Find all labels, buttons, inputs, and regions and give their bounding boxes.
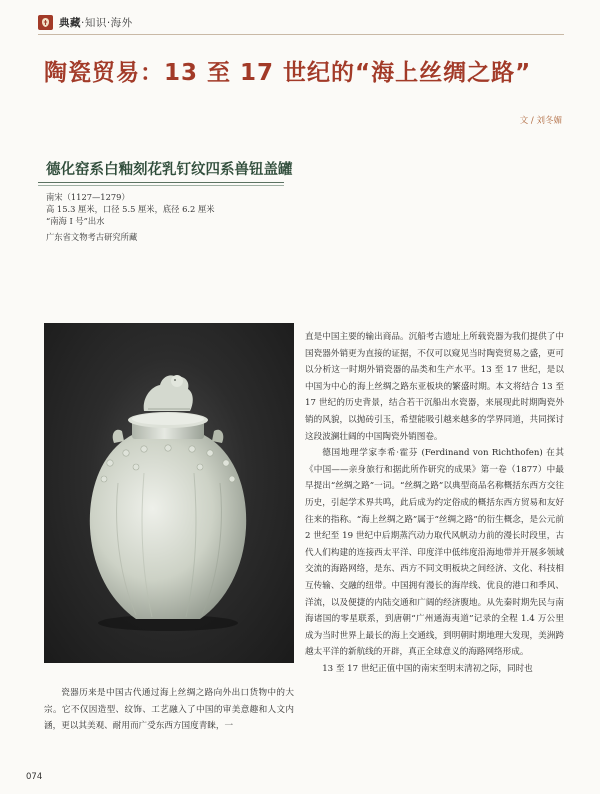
- section-label: [59, 15, 133, 30]
- body-column-left: [44, 685, 294, 735]
- paragraph: 德国地理学家李希·霍芬 (Ferdinand von Richthofen) 在其《中国——亲身旅行和据此所作研究的成果》第一卷（1877）中最早提出“丝绸之路”一词。“丝绸之路”以典型商品名称概括东西方交往历史，引起学术界共鸣，此后成为约定俗成的概括东西方贸易和友好往来的指称。“海上丝绸之路”属于“丝绸之路”的衍生概念，是公元前 2 世纪至 19 世纪中后期蒸汽动力取代风帆动力前的漫长时段里，古代人们构建的连接西太平洋、印度洋中低纬度沿海地带并开展多领域交流的海路网络，是东、西方不同文明板块之间经济、文化、科技相互传输、交融的纽带。中国拥有漫长的海岸线、优良的港口和季风、洋流，以及便捷的内陆交通和广阔的经济腹地。从先秦时期先民与南海诸国的零星联系，到唐朝“广州通海夷道”记录的全程 1.4 万公里成为当时世界上最长的海上交通线，到明朝时期地理大发现，美洲跨越太平洋的新航线的开辟，真正全球意义的海路网络形成。: [305, 448, 564, 658]
- object-title-rule-thin: [38, 185, 284, 186]
- object-dimensions: 高 15.3 厘米，口径 5.5 厘米，底径 6.2 厘米: [46, 204, 215, 214]
- covered-jar-photo: [44, 323, 294, 663]
- header-rule: [38, 34, 564, 35]
- byline: 文 / 刘冬媚: [519, 116, 562, 126]
- paragraph: 瓷器历来是中国古代通过海上丝绸之路向外出口货物中的大宗。它不仅因造型、纹饰、工艺融入了中国的审美意趣和人文内涵，更以其美观、耐用而广受东西方国度青睐，一: [44, 688, 294, 732]
- object-provenance: “南海 I 号”出水: [46, 216, 105, 226]
- body-column-right: [305, 329, 564, 677]
- running-header: [38, 12, 133, 32]
- object-period: 南宋（1127—1279）: [46, 192, 130, 202]
- paragraph: 13 至 17 世纪正值中国的南宋至明末清初之际，同时也: [322, 663, 533, 674]
- article-title: 陶瓷贸易：13 至 17 世纪的“海上丝绸之路”: [44, 60, 532, 86]
- paragraph: 直是中国主要的输出商品。沉船考古遗址上所载瓷器为我们提供了中国瓷器外销更为直接的证据，不仅可以窥见当时陶瓷贸易之盛，更可以分析这一时期外销瓷器的品类和生产水平。13 至 17 世纪，是以中国为中心的海上丝绸之路东亚板块的繁盛时期。本文将结合 13 至 17 世纪的历史背景，结合若干沉船出水瓷器，来展现此时期陶瓷外销的风貌，以抛砖引玉，希望能吸引越来越多的学界同道，共同探讨这段波澜壮阔的中国陶瓷外销图卷。: [305, 332, 564, 442]
- section-label-rest: ·知识·海外: [81, 16, 133, 29]
- object-title-rule: [38, 182, 284, 183]
- object-collection: 广东省文物考古研究所藏: [46, 232, 138, 242]
- object-title: 德化窑系白釉刻花乳钉纹四系兽钮盖罐: [46, 162, 293, 178]
- section-label-bold: 典藏: [59, 16, 81, 29]
- page-number: 074: [26, 772, 43, 782]
- seal-icon: [38, 15, 53, 30]
